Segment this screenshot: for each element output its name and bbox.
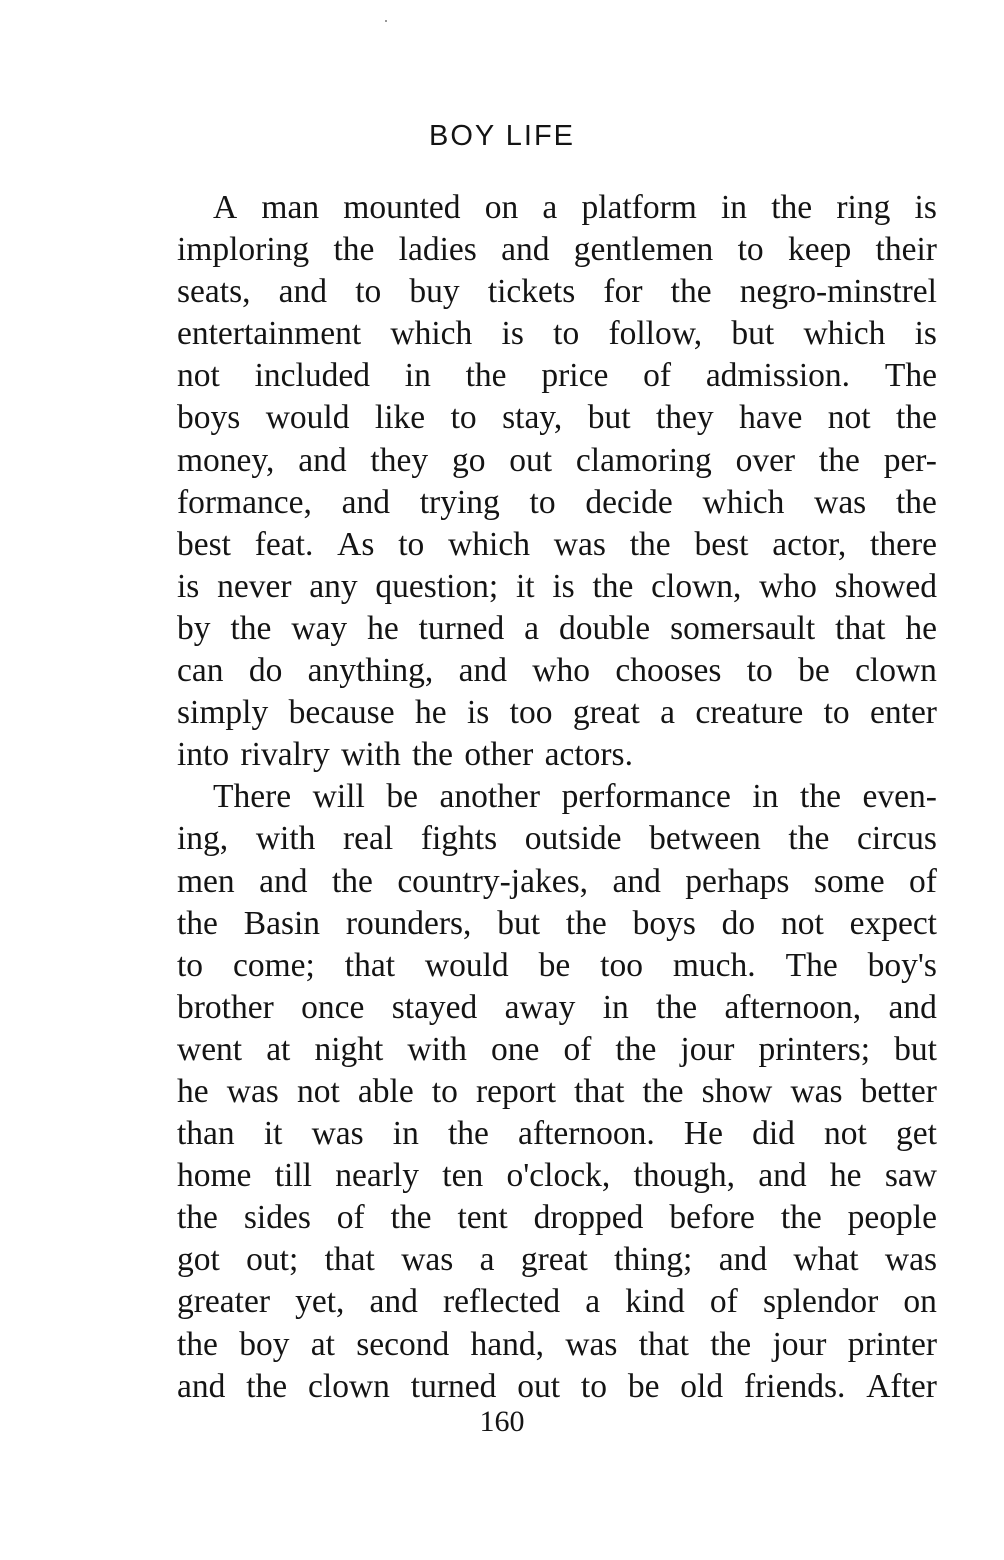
text-line: boys would like to stay, but they have not the <box>177 399 937 437</box>
text-line: brother once stayed away in the afternoon, and <box>177 988 937 1026</box>
text-line: seats, and to buy tickets for the negro-minstrel <box>177 273 937 311</box>
text-line: is never any question; it is the clown, who showed <box>177 567 937 605</box>
text-line: simply because he is too great a creature to enter <box>177 694 937 732</box>
text-line: formance, and trying to decide which was the <box>177 483 937 521</box>
text-line: can do anything, and who chooses to be clown <box>177 652 937 690</box>
text-line: greater yet, and reflected a kind of splendor on <box>177 1283 937 1321</box>
text-line: A man mounted on a platform in the ring is <box>213 189 937 226</box>
text-line: to come; that would be too much. The boy's <box>177 946 937 984</box>
text-line: best feat. As to which was the best actor, there <box>177 525 937 563</box>
body-text <box>177 187 937 1408</box>
text-line: ing, with real fights outside between the circus <box>177 820 937 858</box>
text-line: entertainment which is to follow, but which is <box>177 315 937 353</box>
text-line: the boy at second hand, was that the jour printer <box>177 1325 937 1363</box>
text-line: he was not able to report that the show was better <box>177 1072 937 1110</box>
text-line: men and the country-jakes, and perhaps some of <box>177 862 937 900</box>
page-number: 160 <box>479 1405 525 1438</box>
text-line: got out; that was a great thing; and what was <box>177 1241 937 1279</box>
text-line: imploring the ladies and gentlemen to keep their <box>177 231 937 269</box>
print-speck <box>385 20 387 22</box>
text-line: and the clown turned out to be old friends. After <box>177 1367 937 1405</box>
text-line: not included in the price of admission. The <box>177 357 937 395</box>
text-line: into rivalry with the other actors. <box>177 736 633 774</box>
text-line: There will be another performance in the even- <box>213 778 937 816</box>
text-line: than it was in the afternoon. He did not get <box>177 1115 937 1153</box>
running-head: BOY LIFE <box>428 120 576 152</box>
text-line: went at night with one of the jour printers; but <box>177 1030 937 1068</box>
text-line: the Basin rounders, but the boys do not expect <box>177 904 937 942</box>
text-line: money, and they go out clamoring over the per- <box>177 441 937 479</box>
text-line: by the way he turned a double somersault that he <box>177 609 937 647</box>
text-line: the sides of the tent dropped before the people <box>177 1199 937 1237</box>
text-line: home till nearly ten o'clock, though, and he saw <box>177 1157 937 1195</box>
